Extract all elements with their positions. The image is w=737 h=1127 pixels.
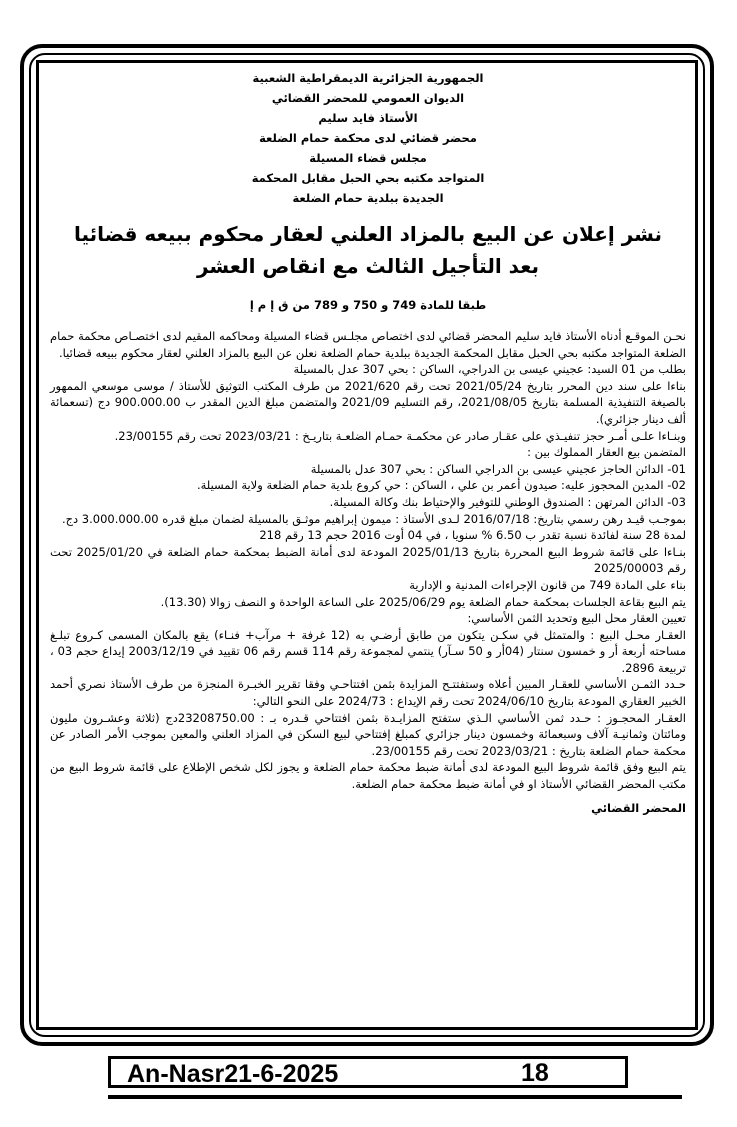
body-paragraph: بناءا على سند دين المحرر بتاريخ 2021/05/24 تحت رقم 2021/620 من طرف المكتب التوثيق للأستاذ / موسى موسعي الممهور بالصيغة التنفيذية المسلمة بتاريخ 2021/08/05، رقم التسليم 2021/09 والمتضمن مبلغ الدين المقدر ب 900.000.00 دج (تسعمائة ألف دينار جزائري).	[50, 378, 686, 426]
header-line: الديوان العمومي للمحضر القضائي	[271, 91, 465, 105]
body-paragraph: بناء على المادة 749 من قانون الإجراءات المدنية و الإدارية	[409, 577, 686, 592]
header-line: الجمهورية الجزائرية الديمقراطية الشعبية	[252, 71, 484, 85]
body-paragraph: بطلب من 01 السيد: عجيني عيسى بن الدراجي، الساكن : بحي 307 عدل بالمسيلة	[293, 362, 686, 377]
body-paragraph: يتم البيع بقاعة الجلسات بمحكمة حمام الضلعة يوم 2025/06/29 على الساعة الواحدة و النصف زوالا (13.30).	[160, 594, 686, 609]
body-paragraph: العقـار محـل البيع : والمتمثل في سكـن يتكون من طابق أرضـي به (12 غرفة + مرآب+ فنـاء) يقع بالمكان المسمى كـروع تبلـغ مساحته أربعة أر و خمسون سنتار (04أر و 50 سـآر) ينتمي لمجموعة رقم 114 قسم رقم 06 تقييد في 2003/12/19 إيداع حجم 03 ، تربيعة 2896.	[50, 627, 686, 675]
page-number: 18	[521, 1059, 549, 1087]
header-line: الجديدة ببلدية حمام الضلعة	[292, 191, 444, 205]
announcement-body	[50, 328, 686, 793]
body-paragraph: تعيين العقار محل البيع وتحديد الثمن الأساسي:	[467, 611, 686, 626]
body-paragraph: حـدد الثمـن الأساسي للعقـار المبين أعلاه وستفتتـح المزايدة بثمن افتتاحـي وفقا تقرير الخبـرة المنجزة من طرف الأستاذ نصري أحمد الخبير العقاري المودعة بتاريخ 2024/06/10 تحت رقم الإيداع : 2024/73 على النحو التالي:	[50, 677, 686, 709]
body-paragraph: بنـاءا على قائمة شروط البيع المحررة بتاريخ 2025/01/13 المودعة لدى أمانة الضبط بمحكمة حمام الضلعة في 2025/01/20 تحت رقم 2025/00003	[50, 544, 686, 576]
body-paragraph: العقـار المحجـوز : حـدد ثمن الأساسي الـذي ستفتح المزايـدة بثمن افتتاحي قـدره بـ : 23208750.00دج (ثلاثة وعشـرون مليون ومائتان وثمانيـة آلاف وسبعمائة وخمسون دينار جزائري كمبلغ إفتتاحي لبيع السكن في المزاد العلني والمعين بموجب الأمر الصادر عن محكمة حمام الضلعة بتاريخ : 2023/03/21 تحت رقم 23/00155.	[50, 710, 686, 758]
header-line: الأستاذ فايد سليم	[318, 111, 418, 125]
header-line: مجلس قضاء المسيلة	[309, 151, 427, 165]
legal-reference: طبقا للمادة 749 و 750 و 789 من ق إ م إ	[249, 298, 487, 312]
body-paragraph: بموجـب قيـد رهن رسمي بتاريخ: 2016/07/18 لـدى الأستاذ : ميمون إبراهيم موثـق بالمسيلة لضمان مبلغ قدره 3.000.000.00 دج.	[61, 511, 686, 526]
title-line-2: بعد التأجيل الثالث مع انقاص العشر	[196, 254, 540, 278]
body-paragraph: لمدة 28 سنة لفائدة نسبة تقدر ب 6.50 % سنويا ، في 04 أوت 2016 حجم 13 رقم 218	[259, 528, 686, 543]
body-paragraph: يتم البيع وفق قائمة شروط البيع المودعة لدى أمانة ضبط محكمة حمام الضلعة و يجوز لكل شخص الإطلاع على قائمة شروط البيع من مكتب المحضر القضائي الأستاذ او في أمانة ضبط محكمة حمام الضلعة.	[50, 760, 686, 792]
footer-box	[108, 1056, 628, 1088]
body-paragraph: نحـن الموقـع أدناه الأستاذ فايد سليم المحضر قضائي لدى اختصاص مجلـس قضاء المسيلة ومحاكمه المقيم لدى اختصـاص محكمة حمام الضلعة المتواجد مكتبه بحي الحبل مقابل المحكمة الجديدة ببلدية حمام الضلعة نعلن عن البيع بالمزاد العلني لعقار محكوم ببيعه قضائيا.	[50, 329, 686, 360]
body-paragraph: 01- الدائن الحاجز عجيني عيسى بن الدراجي الساكن : بحي 307 عدل بالمسيلة	[310, 461, 686, 476]
announcement-title	[50, 218, 686, 282]
header-line: المتواجد مكتبه بحي الحبل مقابل المحكمة	[251, 171, 485, 185]
body-paragraph: المتضمن بيع العقار المملوك بين :	[527, 445, 686, 460]
body-paragraph: وبنـاءا علـى أمـر حجز تنفيـذي على عقـار صادر عن محكمـة حمـام الضلعـة بتاريـخ : 2023/03/21 تحت رقم 23/00155.	[114, 428, 686, 443]
body-paragraph: 02- المدين المحجوز عليه: صيدون أعمر بن علي ، الساكن : حي كروع بلدية حمام الضلعة ولاية المسيلة.	[196, 478, 686, 493]
signature: المحضر القضائي	[591, 800, 686, 815]
bottom-rule	[108, 1095, 682, 1099]
body-paragraph: 03- الدائن المرتهن : الصندوق الوطني للتوفير والإحتياط بنك وكالة المسيلة.	[329, 494, 686, 509]
publication-date: An-Nasr21-6-2025	[127, 1060, 339, 1088]
announcement-content	[50, 64, 686, 817]
office-header	[50, 68, 686, 208]
title-line-1: نشر إعلان عن البيع بالمزاد العلني لعقار محكوم ببيعه قضائيا	[73, 222, 663, 246]
header-line: محضر قضائي لدى محكمة حمام الضلعة	[259, 131, 477, 145]
